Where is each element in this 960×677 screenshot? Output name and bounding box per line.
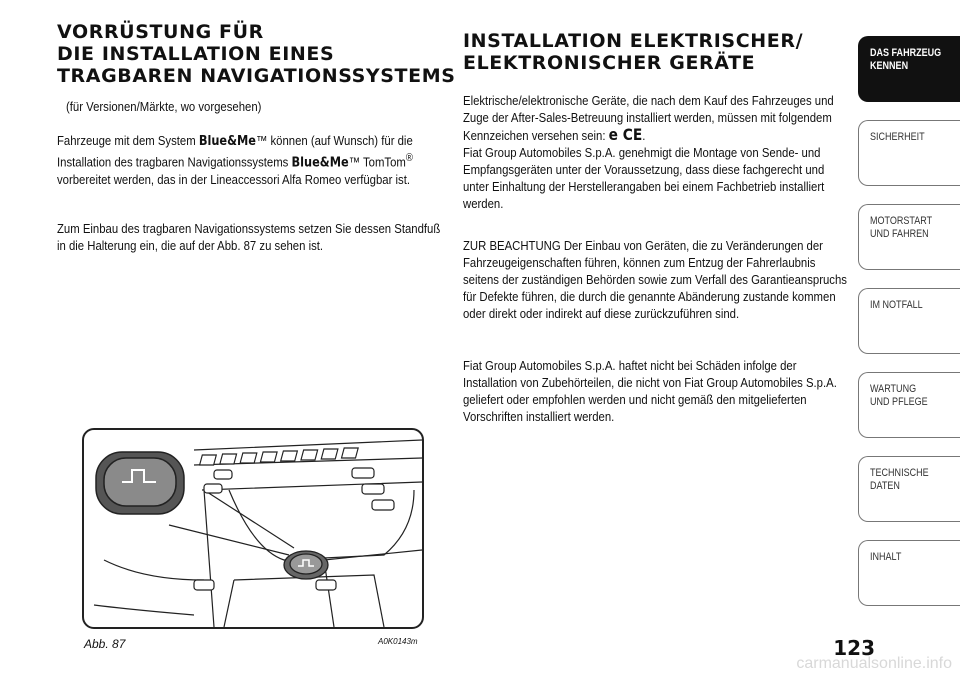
tab-label: IM NOTFALL — [870, 299, 923, 311]
paragraph-navigation-intro — [57, 132, 442, 188]
tab-sicherheit[interactable] — [858, 120, 960, 186]
tab-label: INHALT — [870, 551, 902, 563]
tab-inhalt[interactable] — [858, 540, 960, 606]
section-heading-electrical — [463, 30, 803, 74]
tab-label: DAS FAHRZEUG KENNEN — [870, 47, 942, 72]
figure-caption: Abb. 87 — [84, 637, 126, 651]
paragraph-navigation-mount: Zum Einbau des tragbaren Navigationssystems setzen Sie dessen Standfuß in die Halterung ein, die auf der Abb. 87 zu sehen ist. — [57, 221, 441, 253]
text-run: ™ können (auf Wunsch) für die Installation des tragbaren Navigationssystems — [57, 133, 413, 170]
dashboard-illustration — [82, 428, 424, 629]
tab-label: TECHNISCHE DATEN — [870, 467, 929, 492]
version-note: (für Versionen/Märkte, wo vorgesehen) — [66, 99, 262, 114]
dashboard-drawing — [84, 430, 422, 627]
text-run: Fiat Group Automobiles S.p.A. genehmigt die Montage von Sende- und Empfangsgeräten unter der Voraussetzung, dass diese fachgerecht und unter Einhaltung der Herstellerangaben bei einem Fachbetrieb installiert werden. — [463, 145, 825, 211]
navigation-mount-closeup — [96, 452, 184, 514]
tab-label: SICHERHEIT — [870, 131, 925, 143]
tab-das-fahrzeug-kennen[interactable] — [858, 36, 960, 102]
text-run: vorbereitet werden, das in der Lineaccessori Alfa Romeo verfügbar ist. — [57, 172, 411, 188]
text-run: Fahrzeuge mit dem System — [57, 133, 199, 148]
paragraph-warning: ZUR BEACHTUNG Der Einbau von Geräten, die zu Veränderungen der Fahrzeugeigenschaften führen, können zum Entzug der Fahrerlaubnis seitens der zuständigen Behörden sowie zum Verfall des Garantieanspruchs für Defekte führen, die durch die genannte Abänderung zustande kommen oder direkt oder indirekt auf diese zurückzuführen sind. — [463, 238, 847, 321]
brand-name: Blue&Me — [291, 155, 349, 171]
heading-line: VORRÜSTUNG FÜR — [57, 21, 264, 43]
brand-name: Blue&Me — [198, 134, 256, 149]
navigation-mount-socket — [284, 551, 328, 579]
tab-wartung[interactable] — [858, 372, 960, 438]
paragraph-liability: Fiat Group Automobiles S.p.A. haftet nicht bei Schäden infolge der Installation von Zubehörteilen, die nicht von Fiat Group Automobiles S.p.A. geliefert oder empfohlen werden und nicht gemäß den mitgelieferten Vorschriften installiert werden. — [463, 358, 837, 424]
image-code: A0K0143m — [378, 637, 418, 646]
heading-line: ELEKTRONISCHER GERÄTE — [463, 52, 756, 74]
page-number: 123 — [833, 636, 875, 660]
tab-motorstart[interactable] — [858, 204, 960, 270]
text-run: ™ TomTom — [348, 154, 406, 170]
heading-line: DIE INSTALLATION EINES — [57, 43, 335, 65]
registered-mark: ® — [405, 152, 413, 164]
tab-im-notfall[interactable] — [858, 288, 960, 354]
watermark: carmanualsonline.info — [796, 655, 952, 672]
ce-mark: e CE — [608, 125, 643, 144]
section-heading-navigation — [57, 21, 456, 87]
tab-label: MOTORSTART UND FAHREN — [870, 215, 933, 240]
heading-line: TRAGBAREN NAVIGATIONSSYSTEMS — [57, 65, 456, 87]
tab-label: WARTUNG UND PFLEGE — [870, 383, 928, 408]
tab-technische-daten[interactable] — [858, 456, 960, 522]
paragraph-electrical-intro: Elektrische/elektronische Geräte, die nach dem Kauf des Fahrzeuges und Zuge der After-Sales-Betreuung installiert werden, müssen mit folgendem Kennzeichen versehen sein: e CE. Fiat Group Automobiles S.p.A. genehmigt die Montage von Sende- und Empfangsgeräten unter der Voraussetzung, dass diese fachgerecht und unter Einhaltung der Herstellerangaben bei einem Fachbetrieb installiert werden. — [463, 93, 834, 211]
heading-line: INSTALLATION ELEKTRISCHER/ — [463, 30, 804, 52]
text-run: Elektrische/elektronische Geräte, die nach dem Kauf des Fahrzeuges und Zuge der After-Sales-Betreuung installiert werden, müssen mit folgendem Kennzeichen versehen sein: — [463, 93, 834, 143]
